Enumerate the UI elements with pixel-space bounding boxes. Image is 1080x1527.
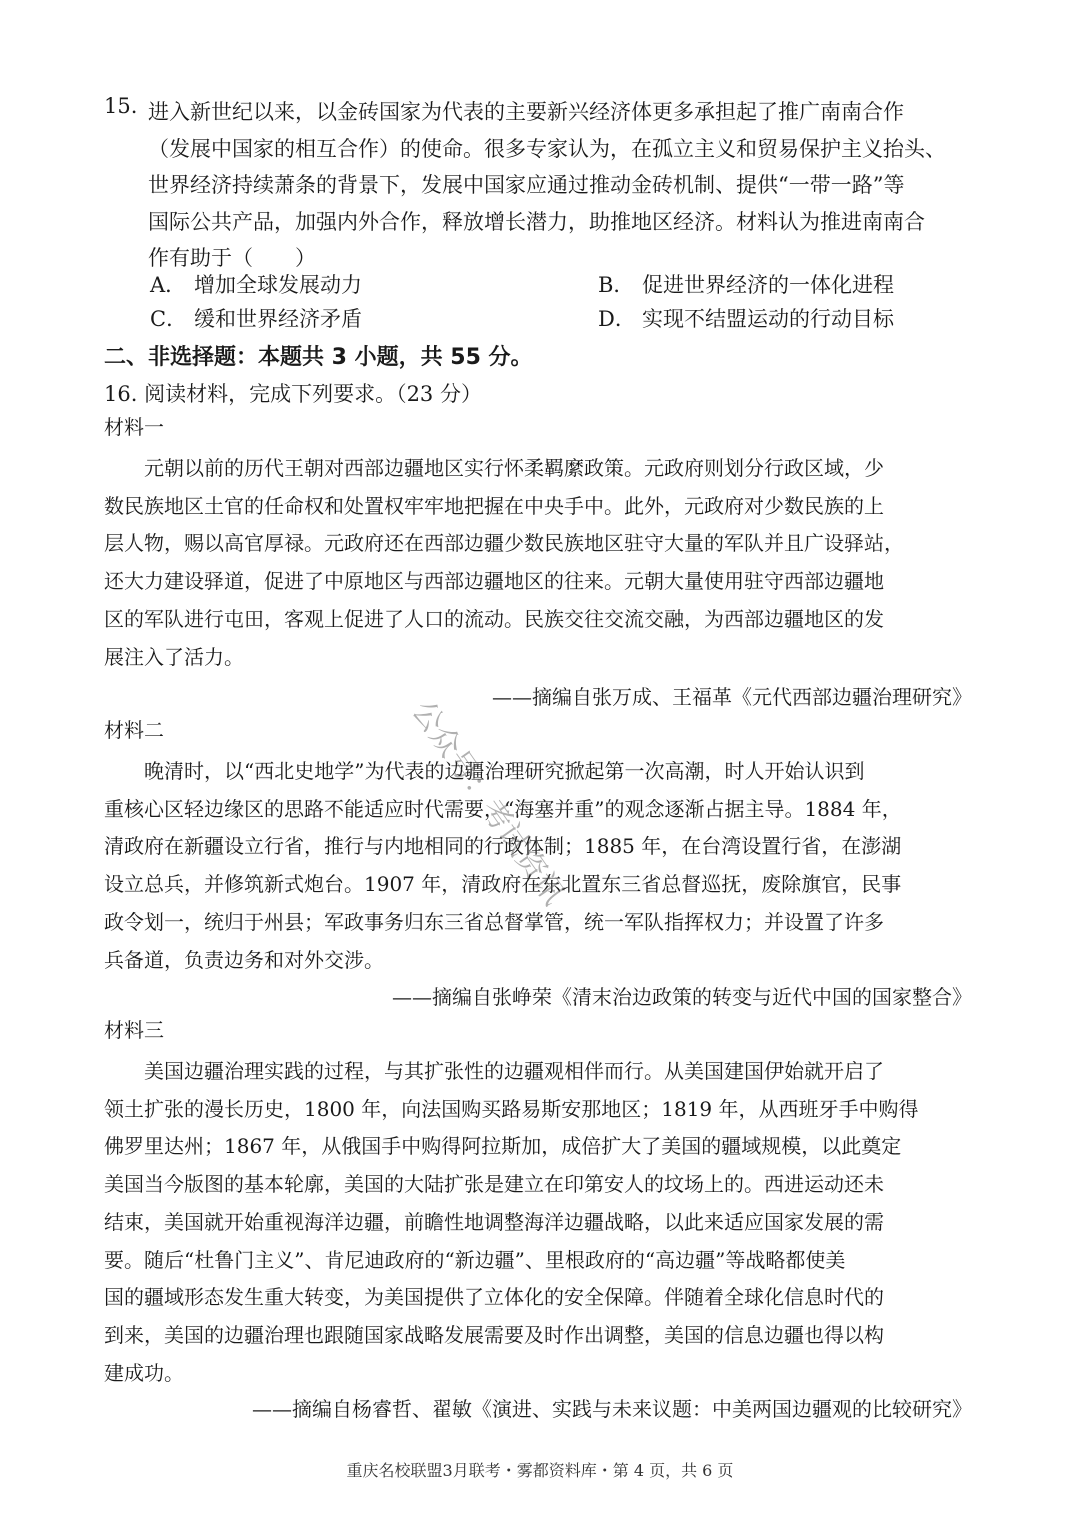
material-line: 重核心区轻边缘区的思路不能适应时代需要，“海塞并重”的观念逐渐占据主导。1884 年， — [104, 796, 902, 821]
material-line: 晚清时，以“西北史地学”为代表的边疆治理研究掀起第一次高潮，时人开始认识到 — [104, 759, 865, 783]
material-line: 兵备道，负责边务和对外交涉。 — [104, 947, 384, 972]
material-line: 美国当今版图的基本轮廓，美国的大陆扩张是建立在印第安人的坟场上的。西进运动还未 — [104, 1172, 884, 1197]
material-line: 清政府在新疆设立行省，推行与内地相同的行政体制；1885 年，在台湾设置行省，在澎湖 — [104, 834, 902, 859]
option-c — [150, 305, 362, 333]
material-1-text — [104, 450, 976, 676]
option-letter: B． — [598, 273, 635, 297]
material-line: 元朝以前的历代王朝对西部边疆地区实行怀柔羁縻政策。元政府则划分行政区域，少 — [104, 456, 884, 480]
material-line: 结束，美国就开始重视海洋边疆，前瞻性地调整海洋边疆战略，以此来适应国家发展的需 — [104, 1209, 884, 1234]
material-line: 数民族地区土官的任命权和处置权牢牢地把握在中央手中。此外，元政府对少数民族的上 — [104, 493, 884, 518]
material-3-source: ——摘编自杨睿哲、翟敏《演进、实践与未来议题：中美两国边疆观的比较研究》 — [252, 1397, 972, 1421]
material-2-source: ——摘编自张峥荣《清末治边政策的转变与近代中国的国家整合》 — [392, 985, 972, 1009]
option-text: 缓和世界经济矛盾 — [194, 307, 362, 331]
material-1-label: 材料一 — [104, 415, 164, 439]
material-3-label: 材料三 — [104, 1018, 164, 1042]
option-text: 促进世界经济的一体化进程 — [642, 273, 894, 297]
option-letter: C． — [150, 307, 188, 331]
section-heading: 二、非选择题：本题共 3 小题，共 55 分。 — [104, 345, 533, 370]
page-footer: 重庆名校联盟3月联考・雾都资料库・第 4 页，共 6 页 — [346, 1461, 734, 1480]
option-text: 实现不结盟运动的行动目标 — [642, 307, 894, 331]
material-2-label: 材料二 — [104, 718, 164, 742]
option-text: 增加全球发展动力 — [194, 273, 362, 297]
material-1-source: ——摘编自张万成、王福革《元代西部边疆治理研究》 — [492, 685, 972, 709]
option-b — [598, 271, 894, 299]
stem-line: 世界经济持续萧条的背景下，发展中国家应通过推动金砖机制、提供“一带一路”等 — [148, 173, 905, 197]
stem-line: （发展中国家的相互合作）的使命。很多专家认为，在孤立主义和贸易保护主义抬头、 — [148, 136, 946, 161]
stem-line: 作有助于（ ） — [148, 246, 316, 270]
material-line: 建成功。 — [104, 1360, 184, 1385]
question-15-number: 15. — [104, 94, 138, 118]
material-line: 要。随后“杜鲁门主义”、肯尼迪政府的“新边疆”、里根政府的“高边疆”等战略都使美 — [104, 1247, 846, 1272]
material-line: 到来，美国的边疆治理也跟随国家战略发展需要及时作出调整，美国的信息边疆也得以构 — [104, 1322, 884, 1347]
material-line: 设立总兵，并修筑新式炮台。1907 年，清政府在东北置东三省总督巡抚，废除旗官，民事 — [104, 872, 902, 897]
option-a — [150, 271, 362, 299]
material-line: 美国边疆治理实践的过程，与其扩张性的边疆观相伴而行。从美国建国伊始就开启了 — [104, 1059, 884, 1083]
question-16-intro: 16. 阅读材料，完成下列要求。（23 分） — [104, 382, 482, 406]
option-letter: A． — [150, 273, 187, 297]
material-line: 区的军队进行屯田，客观上促进了人口的流动。民族交往交流交融，为西部边疆地区的发 — [104, 606, 884, 631]
option-letter: D． — [598, 307, 636, 331]
material-3-text — [104, 1053, 976, 1392]
option-d — [598, 305, 894, 333]
material-line: 国的疆域形态发生重大转变，为美国提供了立体化的安全保障。伴随着全球化信息时代的 — [104, 1285, 884, 1310]
material-line: 领土扩张的漫长历史，1800 年，向法国购买路易斯安那地区；1819 年，从西班牙手中购得 — [104, 1096, 919, 1121]
material-line: 佛罗里达州；1867 年，从俄国手中购得阿拉斯加，成倍扩大了美国的疆域规模，以此奠定 — [104, 1134, 902, 1159]
material-line: 政令划一，统归于州县；军政事务归东三省总督掌管，统一军队指挥权力；并设置了许多 — [104, 909, 884, 934]
material-line: 层人物，赐以高官厚禄。元政府还在西部边疆少数民族地区驻守大量的军队并且广设驿站， — [104, 531, 904, 556]
stem-line: 国际公共产品，加强内外合作，释放增长潜力，助推地区经济。材料认为推进南南合 — [148, 209, 925, 234]
material-line: 展注入了活力。 — [104, 644, 244, 669]
stem-line: 进入新世纪以来，以金砖国家为代表的主要新兴经济体更多承担起了推广南南合作 — [148, 100, 904, 124]
question-15-stem — [148, 94, 978, 277]
material-line: 还大力建设驿道，促进了中原地区与西部边疆地区的往来。元朝大量使用驻守西部边疆地 — [104, 569, 884, 594]
watermark-text: 公众号：考试资讯 — [404, 694, 572, 912]
